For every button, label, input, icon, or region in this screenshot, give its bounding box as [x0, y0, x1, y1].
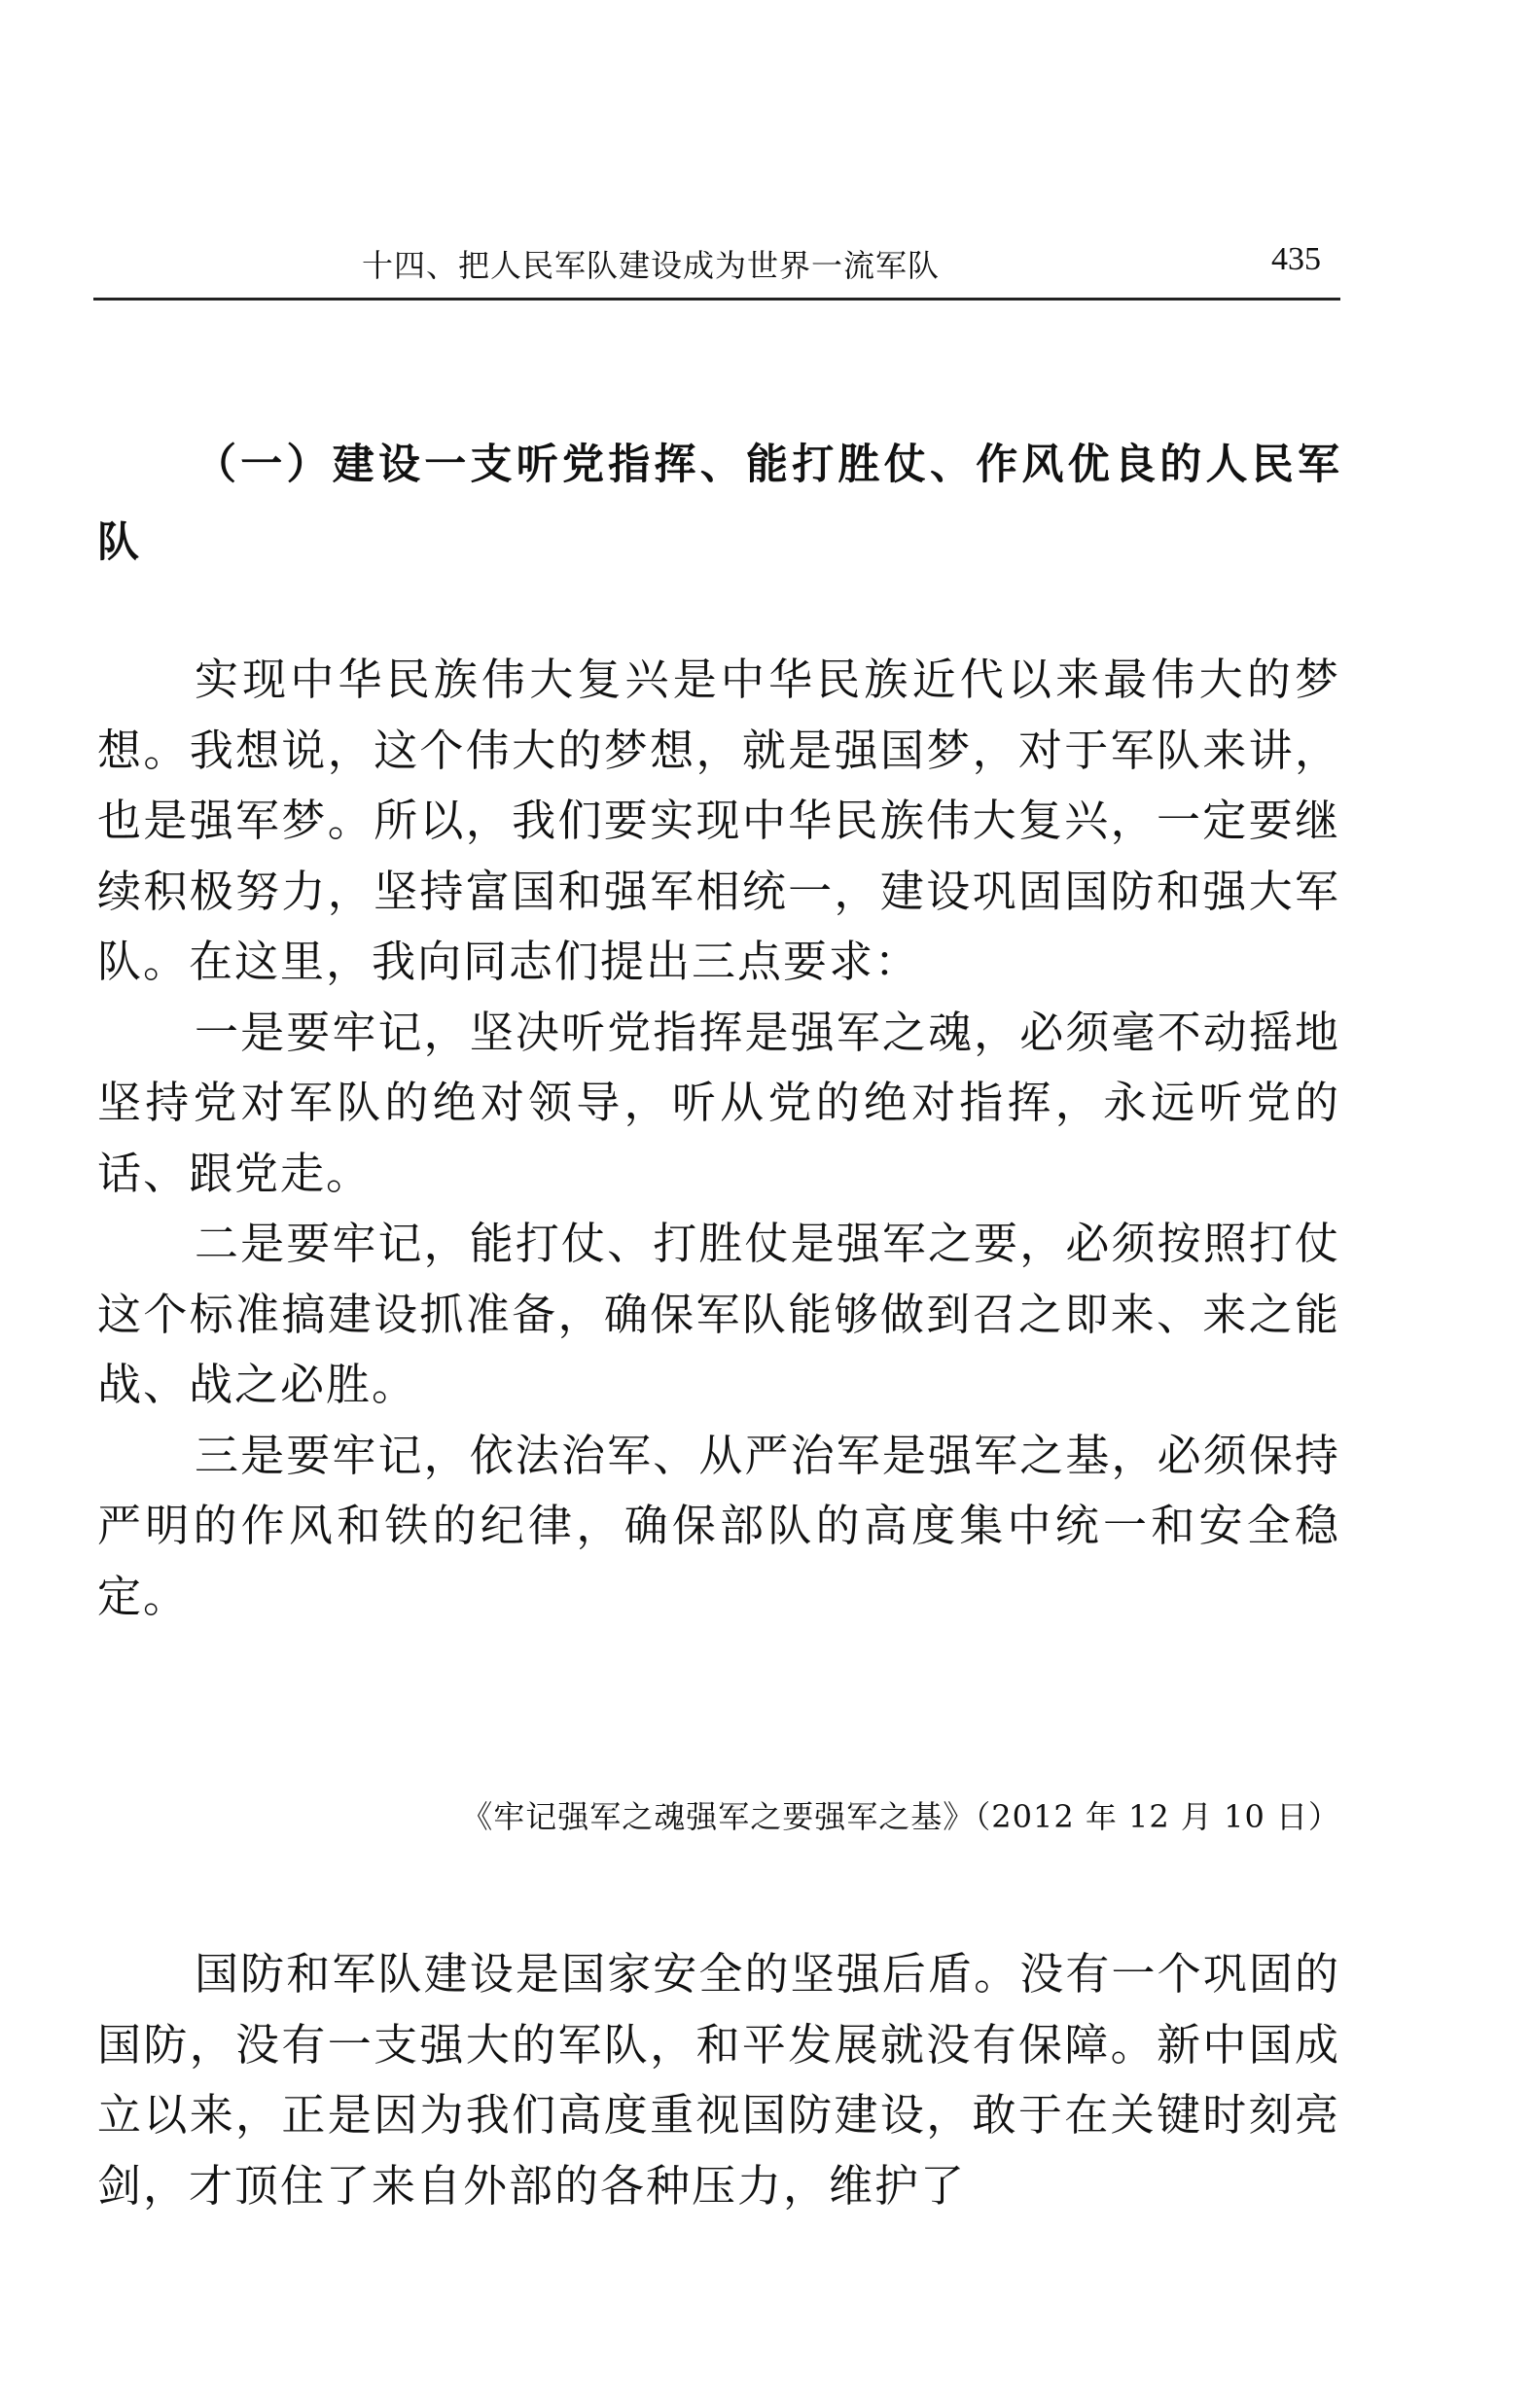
- source-citation: 《牢记强军之魂强军之要强军之基》（2012 年 12 月 10 日）: [461, 1798, 1340, 1835]
- main-text-block: [97, 645, 1340, 1632]
- page-number: 435: [1271, 241, 1321, 277]
- running-header: [93, 233, 1340, 301]
- second-text-block: [97, 1939, 1340, 2221]
- paragraph: 实现中华民族伟大复兴是中华民族近代以来最伟大的梦想。我想说，这个伟大的梦想，就是强国梦，对于军队来讲，也是强军梦。所以，我们要实现中华民族伟大复兴，一定要继续积极努力，坚持富国和强军相统一，建设巩固国防和强大军队。在这里，我向同志们提出三点要求：: [97, 654, 1340, 987]
- paragraph: 三是要牢记，依法治军、从严治军是强军之基，必须保持严明的作风和铁的纪律，确保部队的高度集中统一和安全稳定。: [97, 1429, 1340, 1622]
- paragraph: 一是要牢记，坚决听党指挥是强军之魂，必须毫不动摇地坚持党对军队的绝对领导，听从党的绝对指挥，永远听党的话、跟党走。: [97, 1006, 1340, 1199]
- paragraph: 国防和军队建设是国家安全的坚强后盾。没有一个巩固的国防，没有一支强大的军队，和平发展就没有保障。新中国成立以来，正是因为我们高度重视国防建设，敢于在关键时刻亮剑，才顶住了来自外部的各种压力，维护了: [97, 1948, 1340, 2212]
- section-heading: （一）建设一支听党指挥、能打胜仗、作风优良的人民军队: [97, 441, 1342, 567]
- chapter-title: 十四、把人民军队建设成为世界一流军队: [362, 247, 941, 284]
- paragraph: 二是要牢记，能打仗、打胜仗是强军之要，必须按照打仗这个标准搞建设抓准备，确保军队能够做到召之即来、来之能战、战之必胜。: [97, 1218, 1340, 1410]
